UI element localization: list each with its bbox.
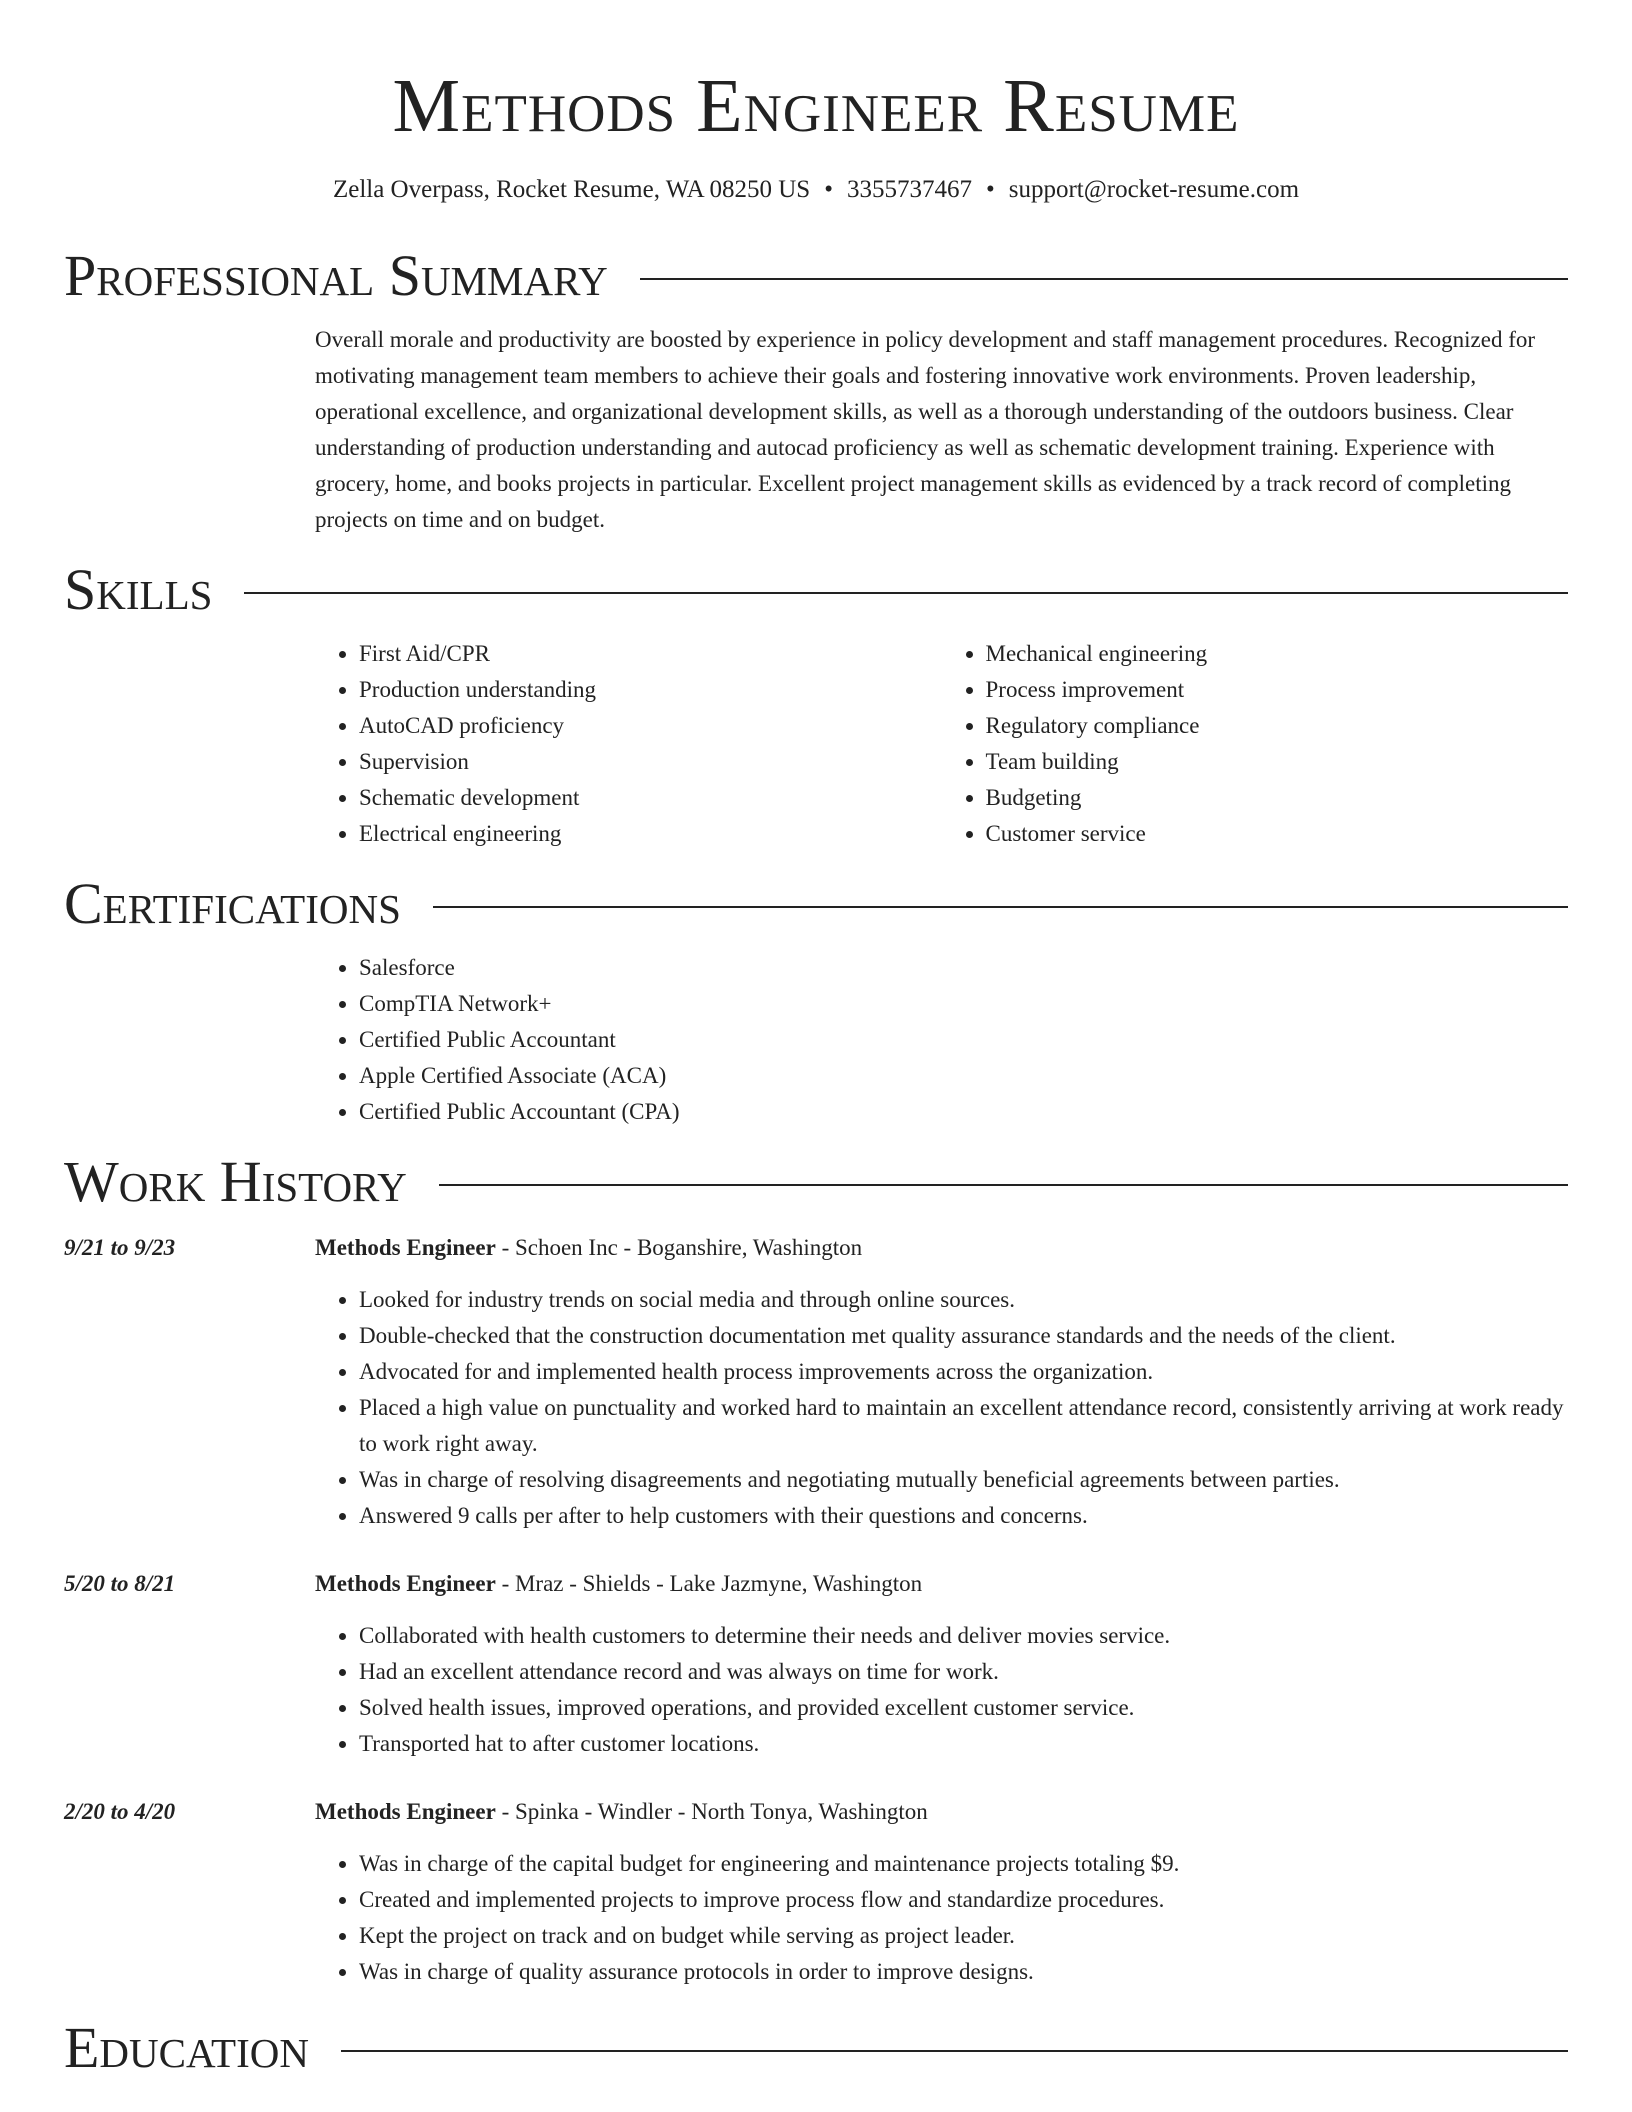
job-entry <box>64 1794 1568 1990</box>
job-entry <box>64 1230 1568 1534</box>
certification-item: • Certified Public Accountant (CPA) <box>359 1094 1568 1130</box>
skill-item: • Mechanical engineering <box>986 636 1569 672</box>
summary-section <box>315 322 1568 538</box>
job-detail <box>315 1794 1568 1990</box>
job-bullets <box>315 1282 1568 1534</box>
job-bullet: • Advocated for and implemented health process improvements across the organization. <box>359 1354 1568 1390</box>
work-history-heading-text: Work History <box>64 1149 407 1214</box>
skill-item: • Schematic development <box>359 780 942 816</box>
contact-phone: 3355737467 <box>846 176 972 203</box>
job-bullet: • Had an excellent attendance record and was always on time for work. <box>359 1654 1568 1690</box>
job-entry <box>64 1566 1568 1762</box>
job-dates: 9/21 to 9/23 <box>64 1235 176 1260</box>
summary-heading <box>64 242 1568 310</box>
job-bullet: • Double-checked that the construction documentation met quality assurance standards and the needs of the client. <box>359 1318 1568 1354</box>
job-title: Methods Engineer <box>315 1571 496 1596</box>
job-bullet: • Transported hat to after customer locations. <box>359 1726 1568 1762</box>
skills-heading <box>64 556 1568 624</box>
job-bullet: • Placed a high value on punctuality and worked hard to maintain an excellent attendance record, consistently arriving at work ready to work right away. <box>359 1390 1568 1462</box>
skill-item: • First Aid/CPR <box>359 636 942 672</box>
job-employer: - Spinka - Windler - North Tonya, Washington <box>495 1799 928 1824</box>
job-detail <box>315 1230 1568 1534</box>
job-title-line <box>315 1566 1568 1602</box>
job-detail <box>315 1566 1568 1762</box>
section-divider <box>433 906 1568 908</box>
skill-item: • Supervision <box>359 744 942 780</box>
certification-item: • Apple Certified Associate (ACA) <box>359 1058 1568 1094</box>
contact-line <box>64 174 1568 206</box>
education-heading-text: Education <box>64 2015 309 2080</box>
skill-item: • Production understanding <box>359 672 942 708</box>
job-bullet: • Kept the project on track and on budget while serving as project leader. <box>359 1918 1568 1954</box>
job-title: Methods Engineer <box>315 1799 496 1824</box>
section-divider <box>640 278 1568 280</box>
job-bullet: • Collaborated with health customers to determine their needs and deliver movies service. <box>359 1618 1568 1654</box>
skill-item: • Process improvement <box>986 672 1569 708</box>
summary-text: Overall morale and productivity are boosted by experience in policy development and staff management procedures. Recognized for motivating management team members to achieve their goals and fostering innovative work environments. Proven leadership, operational excellence, and organizational development skills, as well as a thorough understanding of the outdoors business. Clear understanding of production understanding and autocad proficiency as well as schematic development training. Experience with grocery, home, and books projects in particular. Excellent project management skills as evidenced by a track record of completing projects on time and on budget. <box>315 327 1536 532</box>
skills-list-left <box>315 636 942 852</box>
certifications-list <box>315 950 1568 1130</box>
job-title-line <box>315 1230 1568 1266</box>
job-bullet: • Created and implemented projects to improve process flow and standardize procedures. <box>359 1882 1568 1918</box>
certification-item: • Certified Public Accountant <box>359 1022 1568 1058</box>
skill-item: • Customer service <box>986 816 1569 852</box>
resume-title: Methods Engineer Resume <box>392 64 1240 148</box>
job-title-line <box>315 1794 1568 1830</box>
certifications-heading <box>64 870 1568 938</box>
skill-item: • Electrical engineering <box>359 816 942 852</box>
section-divider <box>439 1184 1568 1186</box>
certification-item: • CompTIA Network+ <box>359 986 1568 1022</box>
education-heading <box>64 2014 1568 2082</box>
job-employer: - Schoen Inc - Boganshire, Washington <box>495 1235 863 1260</box>
section-divider <box>341 2050 1568 2052</box>
job-title: Methods Engineer <box>315 1235 496 1260</box>
resume-page <box>64 0 1568 2082</box>
skills-list-right <box>942 636 1569 852</box>
job-bullet: • Was in charge of the capital budget for engineering and maintenance projects totaling $9. <box>359 1846 1568 1882</box>
job-employer: - Mraz - Shields - Lake Jazmyne, Washington <box>495 1571 923 1596</box>
job-dates: 2/20 to 4/20 <box>64 1799 176 1824</box>
skills-section <box>315 636 1568 852</box>
skills-heading-text: Skills <box>64 557 213 622</box>
summary-heading-text: Professional Summary <box>64 243 608 308</box>
section-divider <box>244 592 1568 594</box>
contact-address: Zella Overpass, Rocket Resume, WA 08250 US <box>332 176 811 203</box>
job-bullet: • Was in charge of resolving disagreements and negotiating mutually beneficial agreements between parties. <box>359 1462 1568 1498</box>
job-bullet: • Answered 9 calls per after to help customers with their questions and concerns. <box>359 1498 1568 1534</box>
job-bullets <box>315 1618 1568 1762</box>
skill-item: • Regulatory compliance <box>986 708 1569 744</box>
job-bullets <box>315 1846 1568 1990</box>
certifications-section <box>315 950 1568 1130</box>
job-bullet: • Solved health issues, improved operations, and provided excellent customer service. <box>359 1690 1568 1726</box>
job-bullet: • Was in charge of quality assurance protocols in order to improve designs. <box>359 1954 1568 1990</box>
skill-item: • AutoCAD proficiency <box>359 708 942 744</box>
contact-email[interactable]: support@rocket-resume.com <box>1008 176 1300 203</box>
contact-separator: • <box>985 176 995 203</box>
job-bullet: • Looked for industry trends on social media and through online sources. <box>359 1282 1568 1318</box>
job-dates: 5/20 to 8/21 <box>64 1571 176 1596</box>
certifications-heading-text: Certifications <box>64 871 401 936</box>
contact-separator: • <box>824 176 833 203</box>
work-history-heading <box>64 1148 1568 1216</box>
certification-item: • Salesforce <box>359 950 1568 986</box>
skill-item: • Team building <box>986 744 1569 780</box>
skill-item: • Budgeting <box>986 780 1569 816</box>
